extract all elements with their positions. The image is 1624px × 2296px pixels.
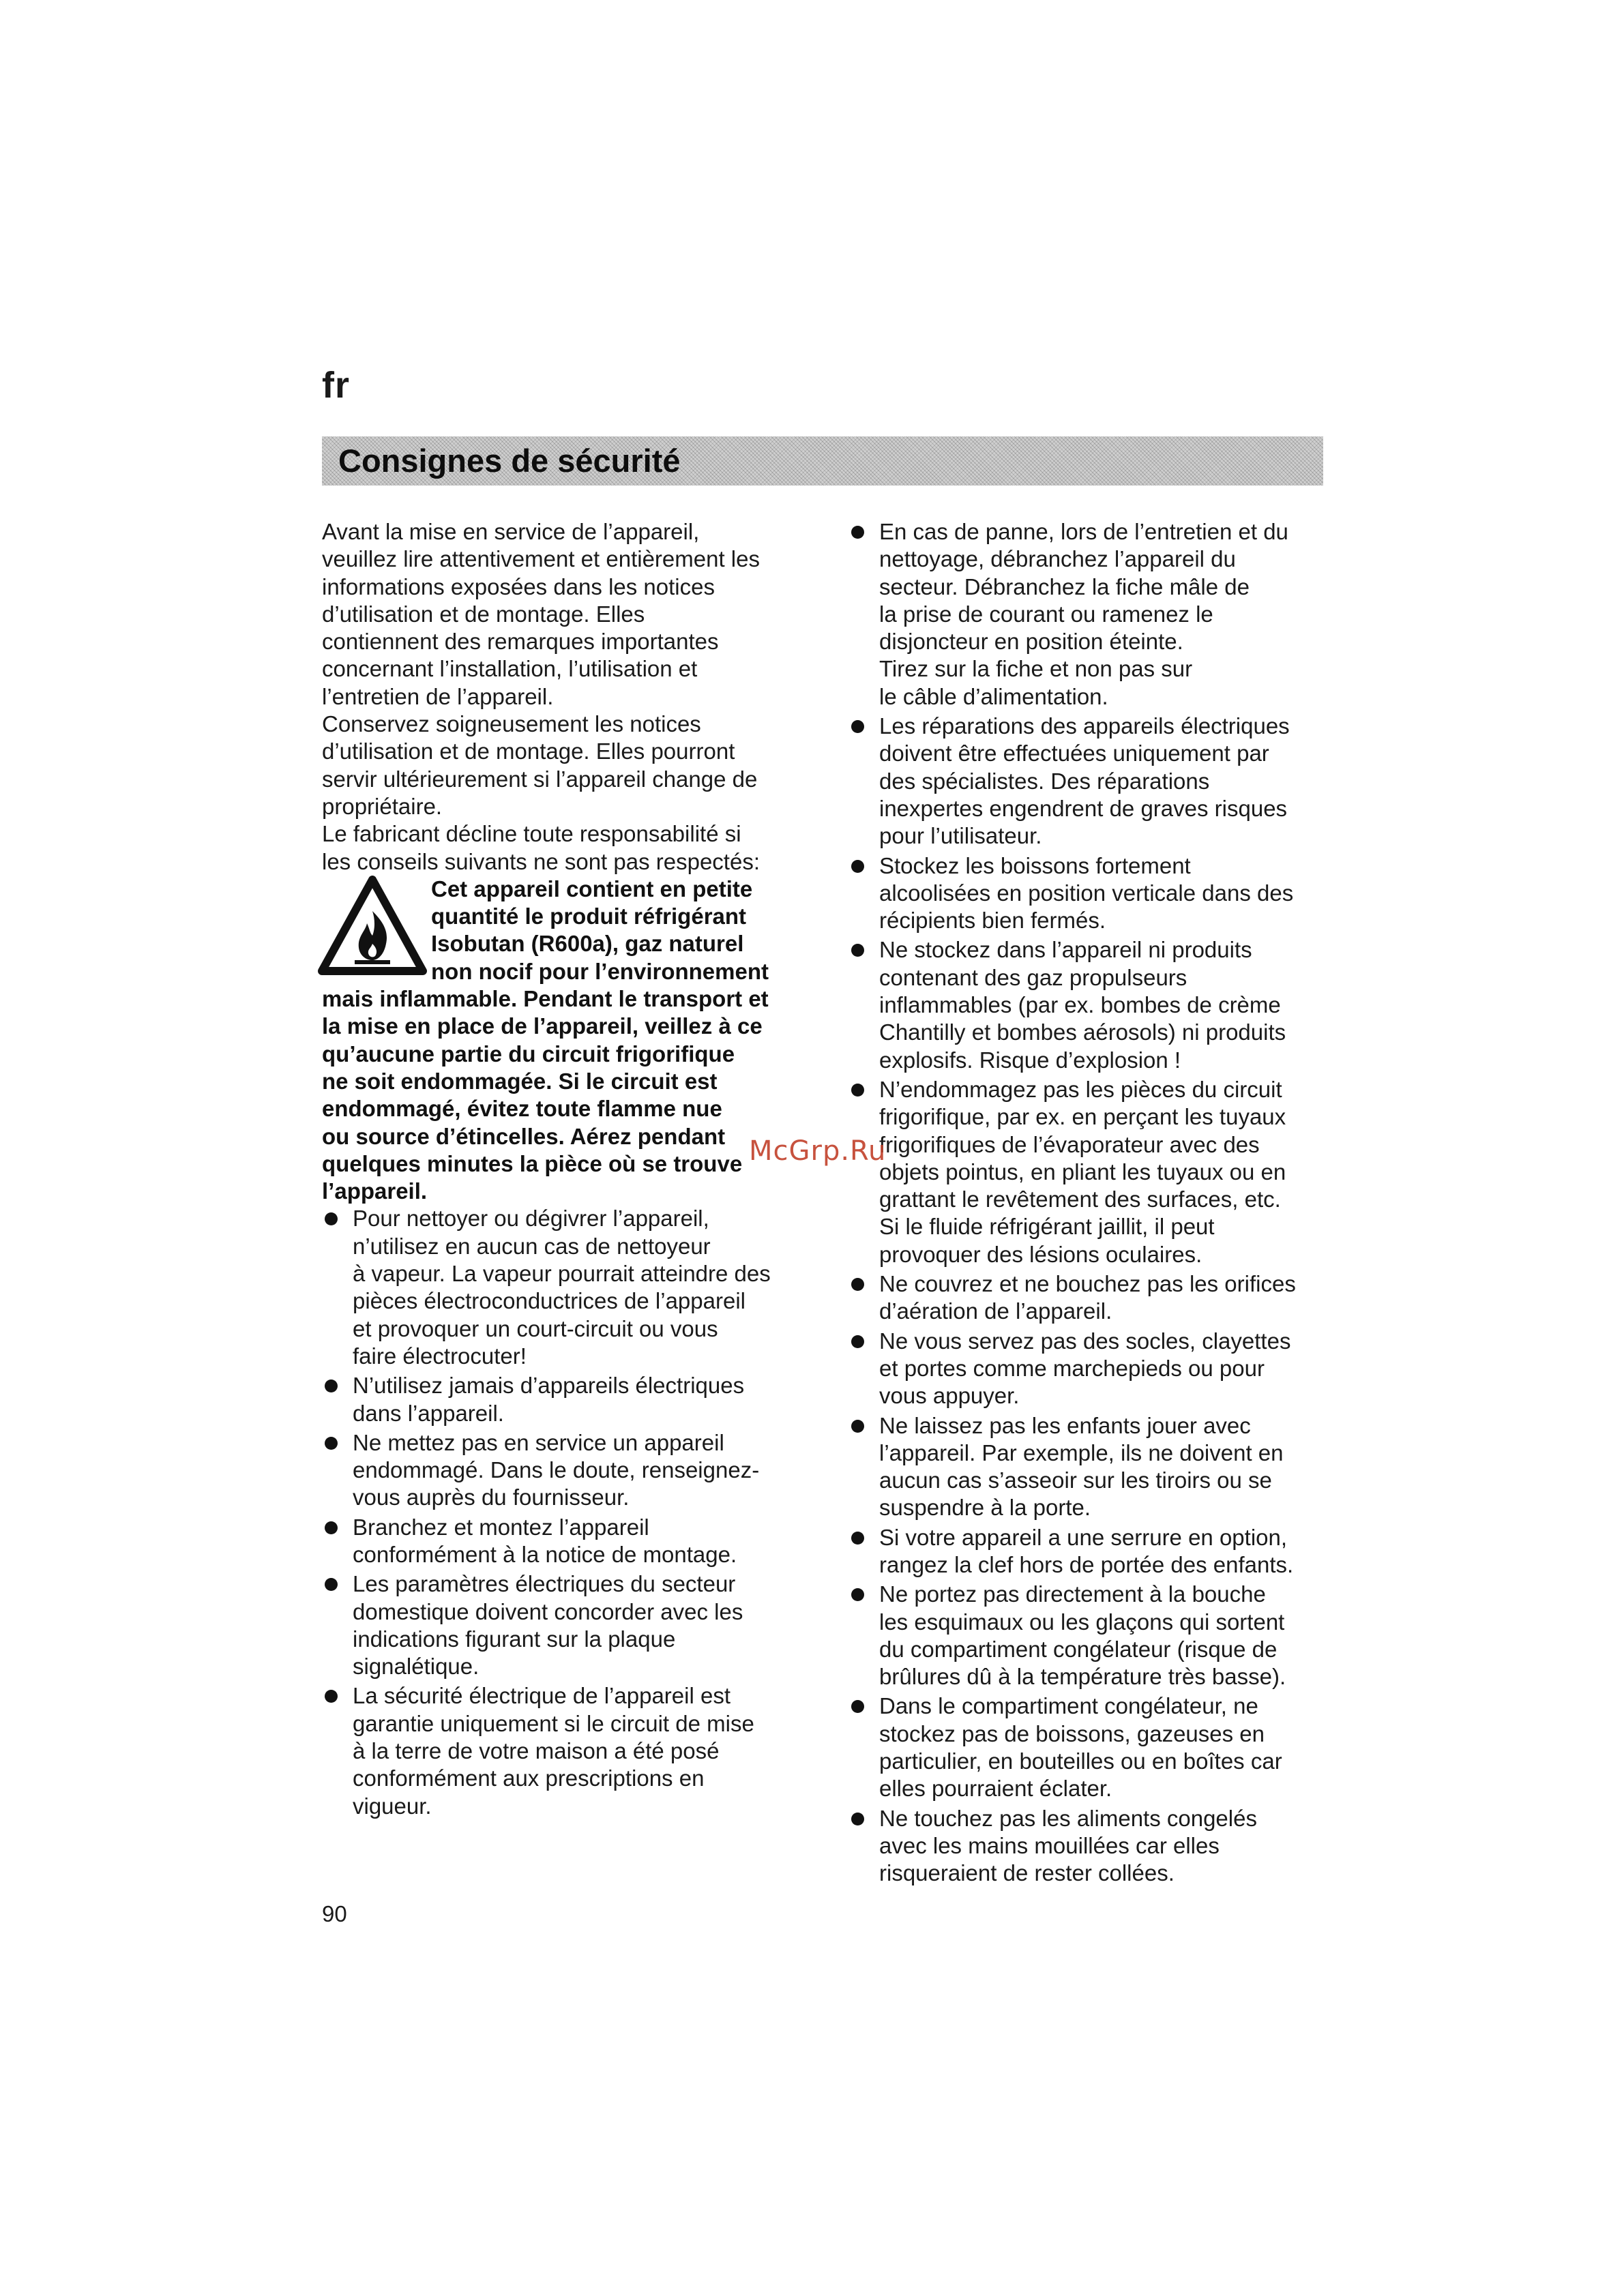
bullet-icon <box>851 1700 864 1713</box>
language-code: fr <box>322 365 350 406</box>
bullet-icon <box>851 1813 864 1825</box>
page-title: Consignes de sécurité <box>338 443 681 479</box>
list-item <box>848 713 1333 850</box>
intro-paragraph-1: Avant la mise en service de l’appareil, veuillez lire attentivement et entièrement les informations exposées dans les notices d’utilisation et de montage. Elles contiennent des remarques importantes concernant l’installation, l’utilisation et l’entretien de l’appareil. <box>322 519 760 709</box>
list-item-text: Ne vous servez pas des socles, clayettes et portes comme marchepieds ou pour vous appuyer. <box>879 1328 1291 1409</box>
bullet-icon <box>851 526 864 539</box>
list-item <box>322 1682 799 1819</box>
list-item <box>848 1524 1333 1579</box>
list-item <box>322 1372 799 1427</box>
list-item <box>322 1570 799 1680</box>
title-bar <box>322 436 1323 486</box>
list-item-text: Ne couvrez et ne bouchez pas les orifices d’aération de l’appareil. <box>879 1271 1296 1324</box>
flammable-warning <box>322 876 799 1206</box>
bullet-icon <box>325 1380 338 1392</box>
list-item <box>848 852 1333 935</box>
list-item-text: Ne portez pas directement à la bouche les esquimaux ou les glaçons qui sortent du compartiment congélateur (risque de brûlures dû à la température très basse). <box>879 1581 1286 1690</box>
intro-paragraph-3: Le fabricant décline toute responsabilité si les conseils suivants ne sont pas respectés: <box>322 821 761 874</box>
list-item-text: Pour nettoyer ou dégivrer l’appareil, n’utilisez en aucun cas de nettoyeur à vapeur. La vapeur pourrait atteindre des pièces électroconductrices de l’appareil et provoquer un court-circuit ou vous faire électrocuter! <box>353 1206 771 1369</box>
list-item <box>848 1270 1333 1326</box>
list-item <box>322 1429 799 1512</box>
bullet-icon <box>851 1335 864 1348</box>
list-item-text: N’endommagez pas les pièces du circuit frigorifique, par ex. en perçant les tuyaux frigorifiques de l’évaporateur avec des objets pointus, en pliant les tuyaux ou en grattant le revêtement des surfaces, etc. Si le fluide réfrigérant jaillit, il peut provoquer des lésions oculaires. <box>879 1076 1286 1267</box>
bullet-icon <box>851 860 864 873</box>
warning-text: Cet appareil contient en petite quantité le produit réfrigérant Isobutan (R600a), gaz naturel non nocif pour l’environnement mais inflammable. Pendant le transport et la mise en place de l’appareil, veillez à ce qu’aucune partie du circuit frigorifique ne soit endommagée. Si le circuit est endommagé, évitez toute flamme nue ou source d’étincelles. Aérez pendant quelques minutes la pièce où se trouve l’appareil. <box>322 876 769 1204</box>
bullet-icon <box>325 1437 338 1450</box>
list-item <box>848 1412 1333 1522</box>
list-item <box>848 1581 1333 1690</box>
list-item <box>848 1328 1333 1410</box>
right-bullet-list <box>848 518 1333 1888</box>
bullet-icon <box>325 1578 338 1591</box>
list-item-text: Ne stockez dans l’appareil ni produits contenant des gaz propulseurs inflammables (par ex. bombes de crème Chantilly et bombes aérosols) ni produits explosifs. Risque d’explosion ! <box>879 937 1286 1073</box>
list-item-text: Ne mettez pas en service un appareil endommagé. Dans le doute, renseignez- vous auprès du fournisseur. <box>353 1429 760 1510</box>
list-item <box>848 1693 1333 1802</box>
page-number: 90 <box>322 1901 347 1926</box>
bullet-icon <box>851 1532 864 1545</box>
list-item-text: Les paramètres électriques du secteur domestique doivent concorder avec les indications figurant sur la plaque signalétique. <box>353 1571 743 1680</box>
list-item-text: Stockez les boissons fortement alcoolisées en position verticale dans des récipients bien fermés. <box>879 852 1294 934</box>
list-item <box>848 1805 1333 1888</box>
bullet-icon <box>851 1420 864 1433</box>
list-item <box>322 1205 799 1370</box>
intro-paragraph-2: Conservez soigneusement les notices d’utilisation et de montage. Elles pourront servir ultérieurement si l’appareil change de propriétaire. <box>322 711 758 819</box>
bullet-icon <box>851 944 864 957</box>
bullet-icon <box>851 1278 864 1291</box>
watermark: McGrp.Ru <box>749 1135 887 1167</box>
right-column <box>848 518 1333 1890</box>
list-item-text: En cas de panne, lors de l’entretien et du nettoyage, débranchez l’appareil du secteur. Débranchez la fiche mâle de la prise de courant ou ramenez le disjoncteur en position éteinte. Tirez sur la fiche et non pas sur le câble d’alimentation. <box>879 519 1288 709</box>
bullet-icon <box>851 720 864 733</box>
list-item-text: Si votre appareil a une serrure en option, rangez la clef hors de portée des enfants. <box>879 1524 1294 1577</box>
list-item-text: N’utilisez jamais d’appareils électriques dans l’appareil. <box>353 1373 745 1426</box>
left-column <box>322 518 799 1822</box>
bullet-icon <box>851 1084 864 1097</box>
list-item <box>322 1514 799 1569</box>
list-item-text: Branchez et montez l’appareil conformément à la notice de montage. <box>353 1514 737 1567</box>
bullet-icon <box>325 1690 338 1703</box>
bullet-icon <box>851 1588 864 1601</box>
left-bullet-list <box>322 1205 799 1820</box>
flammable-warning-icon <box>318 876 427 976</box>
bullet-icon <box>325 1212 338 1225</box>
list-item-text: Dans le compartiment congélateur, ne stockez pas de boissons, gazeuses en particulier, en bouteilles ou en boîtes car elles pourraient éclater. <box>879 1693 1282 1802</box>
list-item <box>848 1076 1333 1268</box>
bullet-icon <box>325 1521 338 1534</box>
list-item-text: Ne touchez pas les aliments congelés avec les mains mouillées car elles risqueraient de rester collées. <box>879 1805 1257 1886</box>
list-item-text: Les réparations des appareils électriques doivent être effectuées uniquement par des spécialistes. Des réparations inexpertes engendrent de graves risques pour l’utilisateur. <box>879 713 1290 849</box>
list-item-text: La sécurité électrique de l’appareil est garantie uniquement si le circuit de mise à la terre de votre maison a été posé conformément aux prescriptions en vigueur. <box>353 1683 754 1819</box>
list-item <box>848 936 1333 1073</box>
list-item-text: Ne laissez pas les enfants jouer avec l’appareil. Par exemple, ils ne doivent en aucun cas s’asseoir sur les tiroirs ou se suspendre à la porte. <box>879 1412 1284 1521</box>
list-item <box>848 518 1333 711</box>
